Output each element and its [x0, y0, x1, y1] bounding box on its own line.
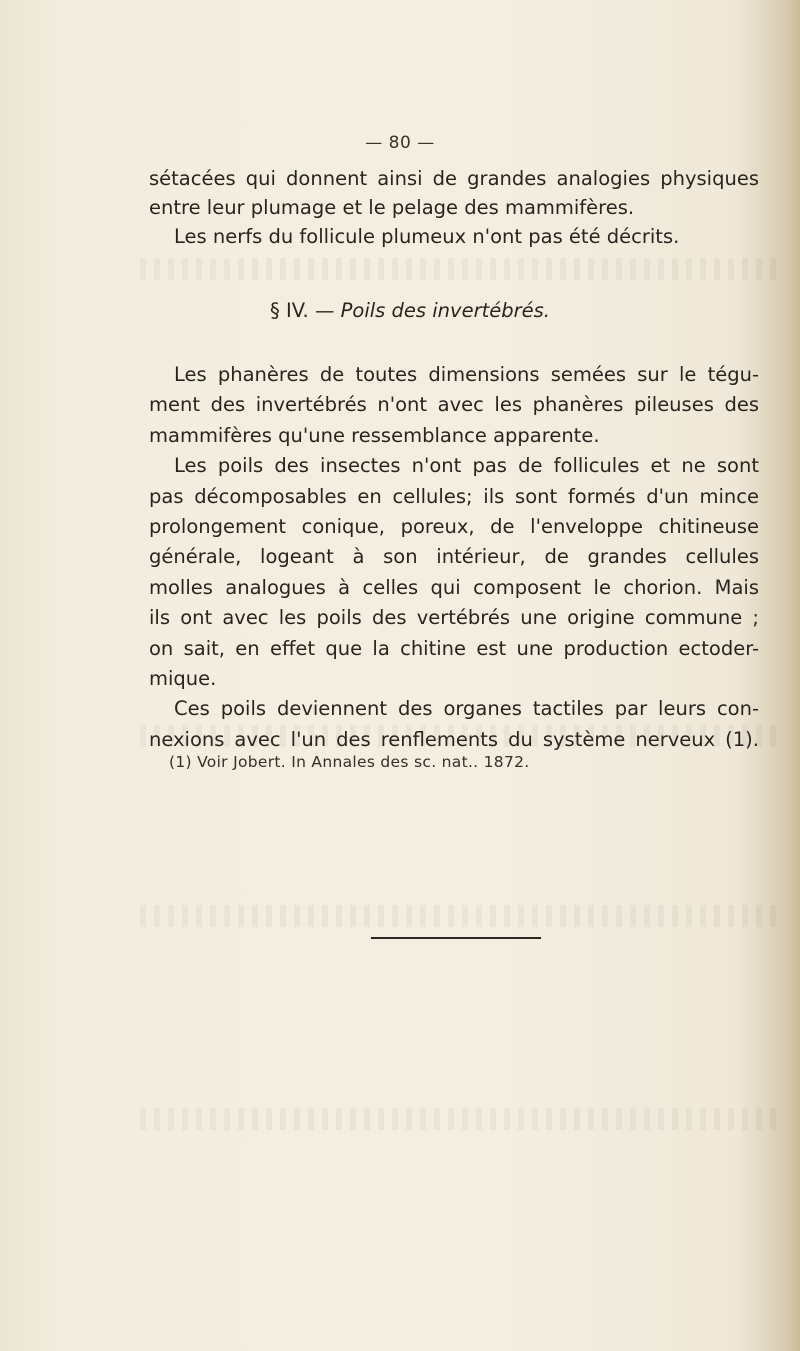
footnote: (1) Voir Jobert. In Annales des sc. nat.. 1872.: [169, 753, 530, 771]
text-line: sétacées qui donnent ainsi de grandes analogies physiques: [149, 167, 759, 190]
text-line: mique.: [149, 667, 217, 691]
text-line: Les nerfs du follicule plumeux n'ont pas été décrits.: [174, 225, 680, 249]
text-line: prolongement conique, poreux, de l'enveloppe chitineuse: [149, 515, 759, 539]
text-line: on sait, en effet que la chitine est une production ectoder-: [149, 636, 759, 660]
text-line: ils ont avec les poils des vertébrés une origine commune ;: [149, 606, 759, 630]
text-line: Les poils des insectes n'ont pas de follicules et ne sont: [174, 454, 759, 478]
text-line: molles analogues à celles qui composent le chorion. Mais: [149, 575, 759, 599]
text-line: entre leur plumage et le pelage des mammifères.: [149, 196, 635, 220]
text-line: nexions avec l'un des renflements du système nerveux (1).: [149, 727, 759, 751]
bleed-through-texture: [140, 258, 780, 280]
page-number: — 80 —: [365, 133, 435, 153]
body-text: [149, 360, 759, 755]
end-rule: [371, 937, 541, 939]
text-line: générale, logeant à son intérieur, de grandes cellules: [149, 545, 759, 569]
top-paragraph: [149, 164, 759, 251]
text-line: Les phanères de toutes dimensions semées sur le tégu-: [174, 363, 759, 386]
text-line: ment des invertébrés n'ont avec les phanères pileuses des: [149, 393, 759, 417]
text-line: mammifères qu'une ressemblance apparente.: [149, 423, 600, 447]
text-line: pas décomposables en cellules; ils sont formés d'un mince: [149, 484, 759, 508]
section-heading: [0, 299, 800, 322]
section-heading-prefix: § IV. —: [270, 299, 341, 322]
bleed-through-texture: [140, 1108, 780, 1130]
section-heading-title: Poils des invertébrés.: [340, 299, 550, 322]
bleed-through-texture: [140, 905, 780, 927]
text-line: Ces poils deviennent des organes tactiles par leurs con-: [174, 697, 759, 721]
